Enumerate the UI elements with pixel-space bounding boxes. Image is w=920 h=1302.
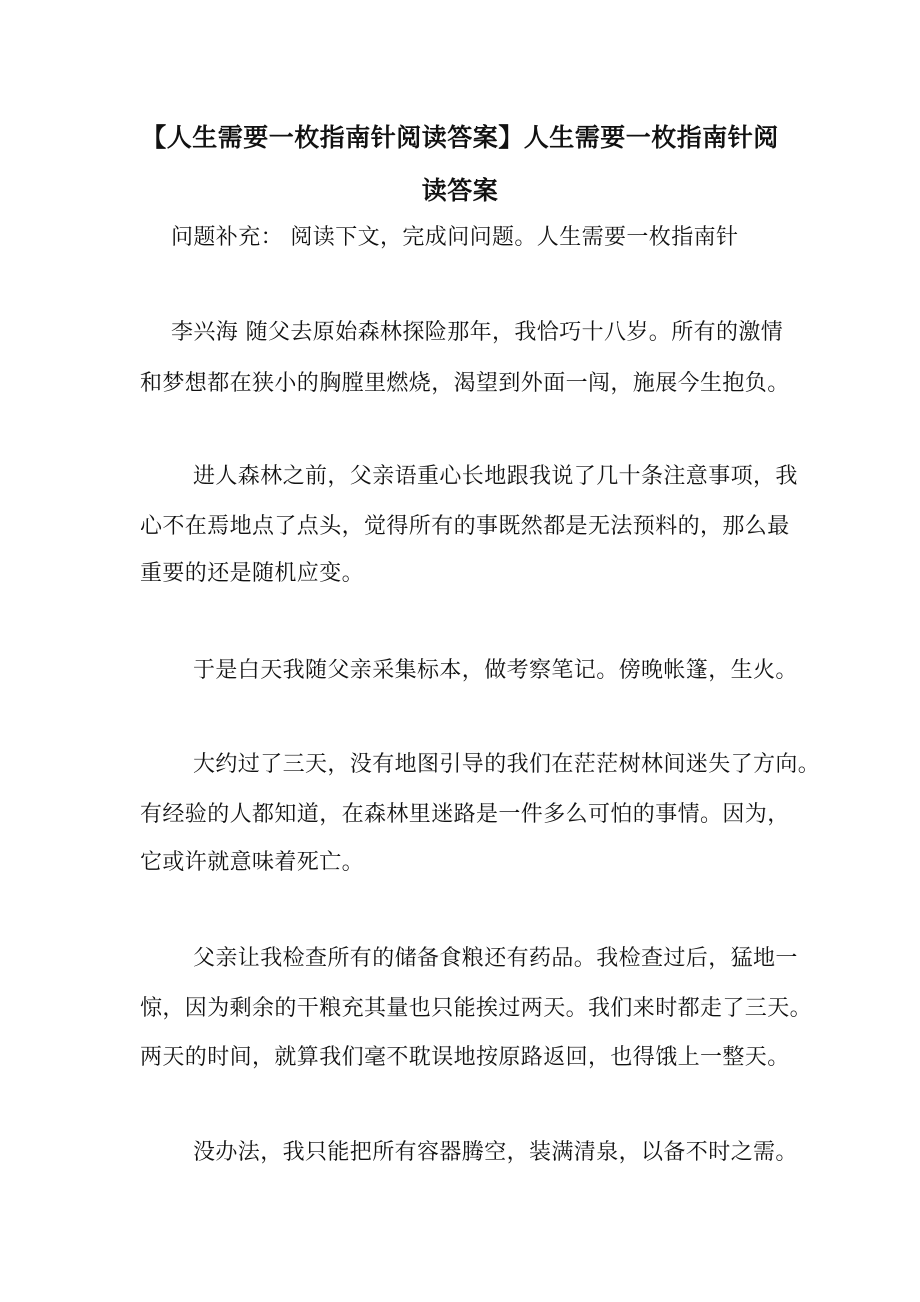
paragraph-line: 两天的时间，就算我们毫不耽误地按原路返回，也得饿上一整天。 (140, 1045, 790, 1070)
paragraph-line: 和梦想都在狭小的胸膛里燃烧，渴望到外面一闯，施展今生抱负。 (140, 371, 790, 396)
paragraph-line: 重要的还是随机应变。 (140, 561, 365, 586)
paragraph-line: 大约过了三天，没有地图引导的我们在茫茫树林间迷失了方向。 (193, 752, 821, 777)
paragraph-line: 惊，因为剩余的干粮充其量也只能挨过两天。我们来时都走了三天。 (140, 996, 813, 1021)
paragraph-line: 没办法，我只能把所有容器腾空，装满清泉，以备不时之需。 (193, 1140, 798, 1165)
paragraph-line: 进人森林之前，父亲语重心长地跟我说了几十条注意事项，我 (193, 464, 798, 489)
title-line-1: 【人生需要一枚指南针阅读答案】人生需要一枚指南针阅 (141, 123, 779, 152)
paragraph-line: 有经验的人都知道，在森林里迷路是一件多么可怕的事情。因为， (140, 802, 790, 827)
paragraph-line: 它或许就意味着死亡。 (140, 850, 365, 875)
title-line-2: 读答案 (421, 176, 499, 205)
question-supplement: 问题补充： 阅读下文，完成问问题。人生需要一枚指南针 (171, 225, 739, 250)
paragraph-line: 于是白天我随父亲采集标本，做考察笔记。傍晚帐篷，生火。 (193, 658, 798, 683)
paragraph-line: 心不在焉地点了点头，觉得所有的事既然都是无法预料的，那么最 (140, 514, 790, 539)
paragraph-line: 父亲让我检查所有的储备食粮还有药品。我检查过后，猛地一 (193, 946, 798, 971)
paragraph-line: 李兴海 随父去原始森林探险那年，我恰巧十八岁。所有的激情 (171, 320, 784, 345)
